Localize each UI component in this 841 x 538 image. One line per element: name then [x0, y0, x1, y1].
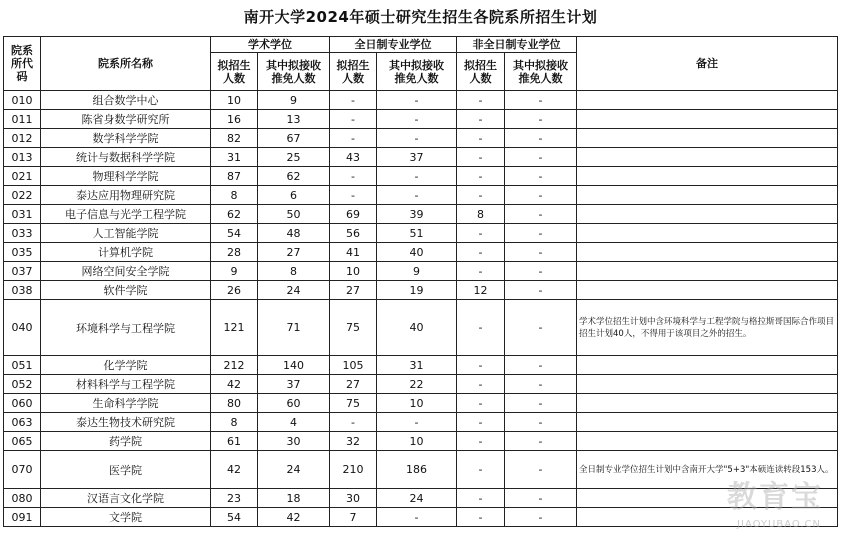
cell-p2: -: [505, 148, 577, 167]
cell-p1: -: [457, 356, 505, 375]
cell-a1: 8: [211, 413, 258, 432]
cell-a1: 62: [211, 205, 258, 224]
cell-note: [577, 394, 838, 413]
cell-f1: 27: [330, 375, 377, 394]
cell-f2: 39: [377, 205, 457, 224]
watermark-url: JIAOYUBAO.CN: [737, 519, 821, 530]
cell-f1: 210: [330, 451, 377, 489]
cell-name: 材料科学与工程学院: [41, 375, 211, 394]
cell-f1: -: [330, 413, 377, 432]
cell-a1: 42: [211, 375, 258, 394]
table-row: [4, 356, 838, 375]
cell-p2: -: [505, 262, 577, 281]
cell-f2: -: [377, 413, 457, 432]
page-title: 南开大学2024年硕士研究生招生各院系所招生计划: [243, 8, 598, 26]
cell-note: [577, 110, 838, 129]
cell-f1: 41: [330, 243, 377, 262]
table-row: [4, 394, 838, 413]
cell-p2: -: [505, 110, 577, 129]
header-parttime-plan: 拟招生人数: [457, 53, 505, 91]
cell-name: 统计与数据科学学院: [41, 148, 211, 167]
cell-f2: 22: [377, 375, 457, 394]
cell-a1: 23: [211, 489, 258, 508]
cell-note: [577, 186, 838, 205]
table-row: [4, 451, 838, 489]
table-row: [4, 148, 838, 167]
cell-a2: 25: [258, 148, 330, 167]
cell-f1: 69: [330, 205, 377, 224]
table-row: [4, 508, 838, 527]
cell-note: 全日制专业学位招生计划中含南开大学"5+3"本硕连读转段153人。: [577, 451, 838, 489]
cell-a2: 6: [258, 186, 330, 205]
cell-code: 065: [4, 432, 41, 451]
table-row: [4, 186, 838, 205]
cell-a2: 71: [258, 300, 330, 356]
cell-note: [577, 91, 838, 110]
table-row: [4, 262, 838, 281]
cell-a2: 67: [258, 129, 330, 148]
cell-f2: 19: [377, 281, 457, 300]
cell-a1: 87: [211, 167, 258, 186]
cell-name: 生命科学学院: [41, 394, 211, 413]
cell-code: 080: [4, 489, 41, 508]
cell-f2: 10: [377, 432, 457, 451]
cell-f1: 10: [330, 262, 377, 281]
cell-name: 物理科学学院: [41, 167, 211, 186]
cell-f2: -: [377, 186, 457, 205]
header-fulltime: 全日制专业学位: [330, 37, 457, 53]
cell-a1: 54: [211, 224, 258, 243]
cell-code: 091: [4, 508, 41, 527]
header-academic: 学术学位: [211, 37, 330, 53]
cell-a1: 54: [211, 508, 258, 527]
table-row: [4, 432, 838, 451]
cell-note: [577, 375, 838, 394]
cell-name: 环境科学与工程学院: [41, 300, 211, 356]
cell-code: 040: [4, 300, 41, 356]
cell-p2: -: [505, 91, 577, 110]
cell-p2: -: [505, 186, 577, 205]
cell-note: [577, 356, 838, 375]
cell-f1: 27: [330, 281, 377, 300]
cell-code: 060: [4, 394, 41, 413]
cell-a2: 24: [258, 281, 330, 300]
cell-note: [577, 243, 838, 262]
table-row: [4, 91, 838, 110]
cell-p2: -: [505, 224, 577, 243]
cell-p1: -: [457, 489, 505, 508]
cell-code: 037: [4, 262, 41, 281]
cell-p2: -: [505, 281, 577, 300]
header-academic-exempt: 其中拟接收推免人数: [258, 53, 330, 91]
cell-a1: 26: [211, 281, 258, 300]
cell-note: [577, 148, 838, 167]
table-row: [4, 413, 838, 432]
cell-code: 013: [4, 148, 41, 167]
cell-f2: -: [377, 167, 457, 186]
cell-a2: 4: [258, 413, 330, 432]
cell-p2: -: [505, 300, 577, 356]
header-code: 院系所代码: [4, 37, 41, 91]
cell-a2: 24: [258, 451, 330, 489]
header-fulltime-exempt: 其中拟接收推免人数: [377, 53, 457, 91]
cell-p2: -: [505, 243, 577, 262]
cell-p2: -: [505, 356, 577, 375]
cell-p2: -: [505, 129, 577, 148]
cell-p1: -: [457, 413, 505, 432]
cell-p1: -: [457, 148, 505, 167]
cell-f1: 105: [330, 356, 377, 375]
header-parttime-exempt: 其中拟接收推免人数: [505, 53, 577, 91]
cell-name: 泰达生物技术研究院: [41, 413, 211, 432]
header-academic-plan: 拟招生人数: [211, 53, 258, 91]
table-row: [4, 281, 838, 300]
cell-name: 化学学院: [41, 356, 211, 375]
cell-p1: 12: [457, 281, 505, 300]
cell-note: [577, 205, 838, 224]
cell-f1: 7: [330, 508, 377, 527]
cell-a1: 42: [211, 451, 258, 489]
cell-f1: -: [330, 129, 377, 148]
cell-code: 051: [4, 356, 41, 375]
cell-name: 网络空间安全学院: [41, 262, 211, 281]
cell-p1: -: [457, 167, 505, 186]
cell-note: [577, 281, 838, 300]
cell-f2: 40: [377, 300, 457, 356]
cell-p1: -: [457, 262, 505, 281]
table-row: [4, 167, 838, 186]
cell-name: 软件学院: [41, 281, 211, 300]
cell-f2: -: [377, 508, 457, 527]
cell-a2: 27: [258, 243, 330, 262]
cell-p1: -: [457, 243, 505, 262]
cell-p1: -: [457, 129, 505, 148]
cell-p1: -: [457, 375, 505, 394]
cell-code: 035: [4, 243, 41, 262]
cell-a2: 48: [258, 224, 330, 243]
cell-f2: -: [377, 110, 457, 129]
cell-code: 052: [4, 375, 41, 394]
cell-p1: -: [457, 394, 505, 413]
cell-a2: 60: [258, 394, 330, 413]
cell-p1: 8: [457, 205, 505, 224]
cell-a1: 121: [211, 300, 258, 356]
cell-code: 031: [4, 205, 41, 224]
cell-code: 012: [4, 129, 41, 148]
cell-a1: 10: [211, 91, 258, 110]
cell-p1: -: [457, 110, 505, 129]
table-row: [4, 224, 838, 243]
table-row: [4, 129, 838, 148]
table-row: [4, 489, 838, 508]
cell-name: 陈省身数学研究所: [41, 110, 211, 129]
cell-code: 021: [4, 167, 41, 186]
cell-code: 011: [4, 110, 41, 129]
cell-name: 电子信息与光学工程学院: [41, 205, 211, 224]
cell-a1: 80: [211, 394, 258, 413]
watermark-logo: 教育宝: [727, 480, 823, 515]
cell-code: 063: [4, 413, 41, 432]
cell-f1: 32: [330, 432, 377, 451]
cell-p1: -: [457, 300, 505, 356]
cell-p2: -: [505, 375, 577, 394]
cell-note: [577, 262, 838, 281]
cell-a2: 50: [258, 205, 330, 224]
cell-name: 泰达应用物理研究院: [41, 186, 211, 205]
cell-f1: 75: [330, 394, 377, 413]
cell-name: 文学院: [41, 508, 211, 527]
cell-p2: -: [505, 508, 577, 527]
cell-a1: 61: [211, 432, 258, 451]
cell-f2: 51: [377, 224, 457, 243]
cell-f2: -: [377, 91, 457, 110]
cell-a2: 8: [258, 262, 330, 281]
cell-p1: -: [457, 508, 505, 527]
cell-a1: 8: [211, 186, 258, 205]
cell-p1: -: [457, 224, 505, 243]
cell-p2: -: [505, 451, 577, 489]
cell-p2: -: [505, 432, 577, 451]
cell-f2: 9: [377, 262, 457, 281]
cell-f2: 186: [377, 451, 457, 489]
cell-p2: -: [505, 394, 577, 413]
cell-f1: 30: [330, 489, 377, 508]
cell-f2: -: [377, 129, 457, 148]
cell-note: [577, 432, 838, 451]
cell-a2: 30: [258, 432, 330, 451]
cell-f1: 56: [330, 224, 377, 243]
cell-note: [577, 413, 838, 432]
cell-f2: 31: [377, 356, 457, 375]
cell-note: 学术学位招生计划中含环境科学与工程学院与格拉斯哥国际合作项目招生计划40人，不得用于该项目之外的招生。: [577, 300, 838, 356]
cell-f1: -: [330, 91, 377, 110]
cell-f2: 10: [377, 394, 457, 413]
table-row: [4, 300, 838, 356]
cell-code: 070: [4, 451, 41, 489]
cell-a1: 16: [211, 110, 258, 129]
cell-p2: -: [505, 205, 577, 224]
cell-a2: 9: [258, 91, 330, 110]
cell-note: [577, 224, 838, 243]
header-fulltime-plan: 拟招生人数: [330, 53, 377, 91]
cell-name: 药学院: [41, 432, 211, 451]
table-row: [4, 375, 838, 394]
cell-name: 组合数学中心: [41, 91, 211, 110]
header-name: 院系所名称: [41, 37, 211, 91]
cell-f2: 24: [377, 489, 457, 508]
cell-code: 010: [4, 91, 41, 110]
cell-a1: 28: [211, 243, 258, 262]
cell-p2: -: [505, 167, 577, 186]
table-row: [4, 205, 838, 224]
cell-a2: 18: [258, 489, 330, 508]
table-row: [4, 243, 838, 262]
header-parttime: 非全日制专业学位: [457, 37, 577, 53]
cell-name: 汉语言文化学院: [41, 489, 211, 508]
cell-f2: 40: [377, 243, 457, 262]
cell-p2: -: [505, 413, 577, 432]
cell-name: 数学科学学院: [41, 129, 211, 148]
cell-p1: -: [457, 432, 505, 451]
cell-a2: 42: [258, 508, 330, 527]
cell-a1: 9: [211, 262, 258, 281]
enrollment-table: [3, 36, 838, 527]
cell-code: 022: [4, 186, 41, 205]
cell-f2: 37: [377, 148, 457, 167]
cell-f1: -: [330, 186, 377, 205]
cell-p1: -: [457, 91, 505, 110]
cell-f1: 43: [330, 148, 377, 167]
cell-code: 038: [4, 281, 41, 300]
cell-p2: -: [505, 489, 577, 508]
cell-p1: -: [457, 186, 505, 205]
cell-a2: 140: [258, 356, 330, 375]
header-note: 备注: [577, 37, 838, 91]
cell-f1: -: [330, 110, 377, 129]
cell-name: 人工智能学院: [41, 224, 211, 243]
table-row: [4, 110, 838, 129]
cell-note: [577, 129, 838, 148]
cell-f1: -: [330, 167, 377, 186]
cell-a2: 62: [258, 167, 330, 186]
cell-a1: 31: [211, 148, 258, 167]
cell-a1: 82: [211, 129, 258, 148]
cell-p1: -: [457, 451, 505, 489]
cell-a2: 37: [258, 375, 330, 394]
cell-a2: 13: [258, 110, 330, 129]
cell-note: [577, 167, 838, 186]
cell-f1: 75: [330, 300, 377, 356]
cell-code: 033: [4, 224, 41, 243]
cell-name: 医学院: [41, 451, 211, 489]
cell-name: 计算机学院: [41, 243, 211, 262]
cell-a1: 212: [211, 356, 258, 375]
